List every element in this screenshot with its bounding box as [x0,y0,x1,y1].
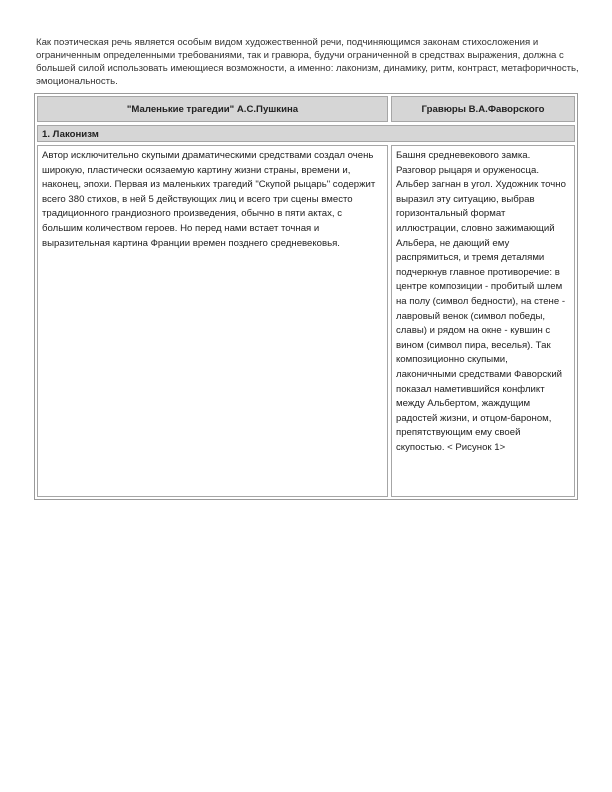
section-title: 1. Лаконизм [37,125,575,142]
header-pushkin: "Маленькие трагедии" А.С.Пушкина [37,96,388,122]
comparison-table [34,93,578,500]
favorsky-description: Башня средневекового замка. Разговор рыцаря и оруженосца. Альбер загнан в угол. Художник точно выразил эту ситуацию, выбрав горизонтальный формат иллюстрации, словно зажимающий Альбера, не дающий ему распрямиться, и тремя деталями подчеркнув главное противоречие: в центре композиции - пробитый шлем на полу (символ бедности), на стене - лавровый венок (символ победы, славы) и рядом на окне - кувшин с вином (символ пира, веселья). Так композиционно скупыми, лаконичными средствами Фаворский показал наметившийся конфликт между Альбертом, жаждущим радостей жизни, и отцом-бароном, препятствующим ему своей скупостью. < Рисунок 1> [391,145,575,497]
intro-paragraph: Как поэтическая речь является особым видом художественной речи, подчиняющимся законам стихосложения и ограниченным определенными требованиями, так и гравюра, будучи ограниченной в средствах выражения, должна с большей силой использовать имеющиеся возможности, а именно: лаконизм, динамику, ритм, контраст, метафоричность, эмоциональность. [36,37,579,87]
table-header-row [37,96,575,122]
pushkin-description: Автор исключительно скупыми драматическими средствами создал очень широкую, пластически осязаемую картину жизни страны, времени и, наконец, эпохи. Первая из маленьких трагедий "Скупой рыцарь" содержит всего 380 стихов, в ней 5 действующих лиц и всего три сцены вместо традиционного грандиозного произведения, обычно в пяти актах, с большим количеством героев. Но перед нами встает точная и выразительная картина Франции времен позднего средневековья. [37,145,388,497]
header-favorsky: Гравюры В.А.Фаворского [391,96,575,122]
table-row [37,145,575,497]
